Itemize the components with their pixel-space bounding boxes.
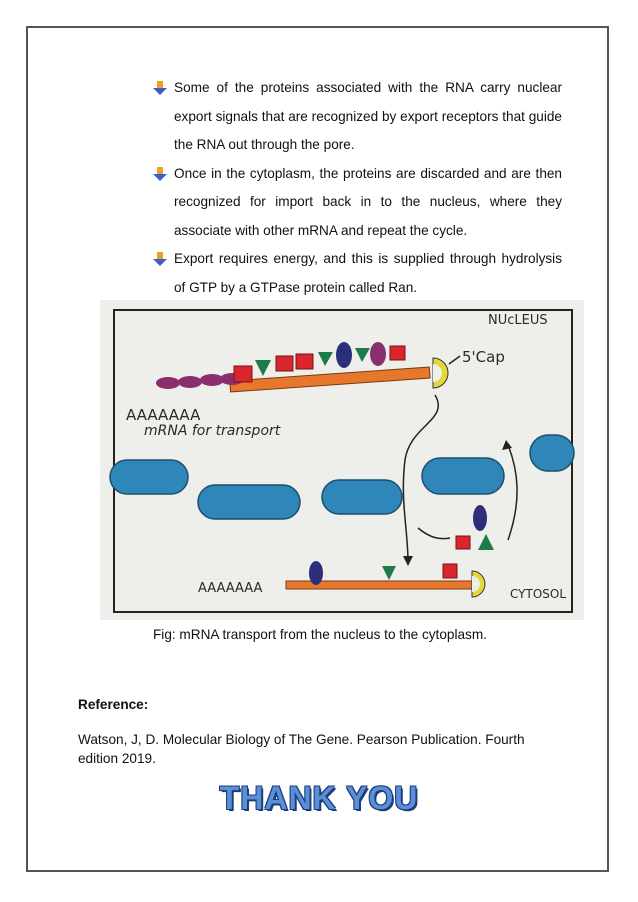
nucleus-label: NUcLEUS (488, 313, 548, 328)
mrna-transport-figure (100, 300, 584, 620)
mrna-transport-label: mRNA for transport (144, 423, 281, 439)
reference-heading: Reference: (78, 697, 149, 712)
bullet-text: Once in the cytoplasm, the proteins are discarded and are then recognized for import back in to the nucleus, where they associate with other mRNA and repeat the cycle. (174, 165, 562, 238)
cytosol-label: CYTOSOL (510, 587, 567, 601)
bullet-list (152, 74, 562, 302)
bullet-item (152, 160, 562, 246)
down-arrow-bullet-icon (152, 80, 168, 96)
released-protein (456, 536, 470, 549)
polya-bottom-label: AAAAAAA (198, 581, 263, 596)
bullet-text: Some of the proteins associated with the RNA carry nuclear export signals that are recognized by export receptors that guide the RNA out through the pore. (174, 80, 562, 152)
released-protein (473, 505, 487, 531)
bullet-item (152, 245, 562, 302)
cap-label: 5'Cap (462, 348, 505, 366)
bullet-text: Export requires energy, and this is supplied through hydrolysis of GTP by a GTPase protein called Ran. (174, 251, 562, 295)
figure-caption: Fig: mRNA transport from the nucleus to the cytoplasm. (153, 627, 487, 642)
polya-top-label: AAAAAAA (126, 406, 201, 424)
bullet-item (152, 74, 562, 160)
reference-text: Watson, J, D. Molecular Biology of The Gene. Pearson Publication. Fourth edition 2019. (78, 732, 525, 766)
down-arrow-bullet-icon (152, 166, 168, 182)
thank-you-heading: THANK YOU (219, 780, 419, 816)
down-arrow-bullet-icon (152, 251, 168, 267)
